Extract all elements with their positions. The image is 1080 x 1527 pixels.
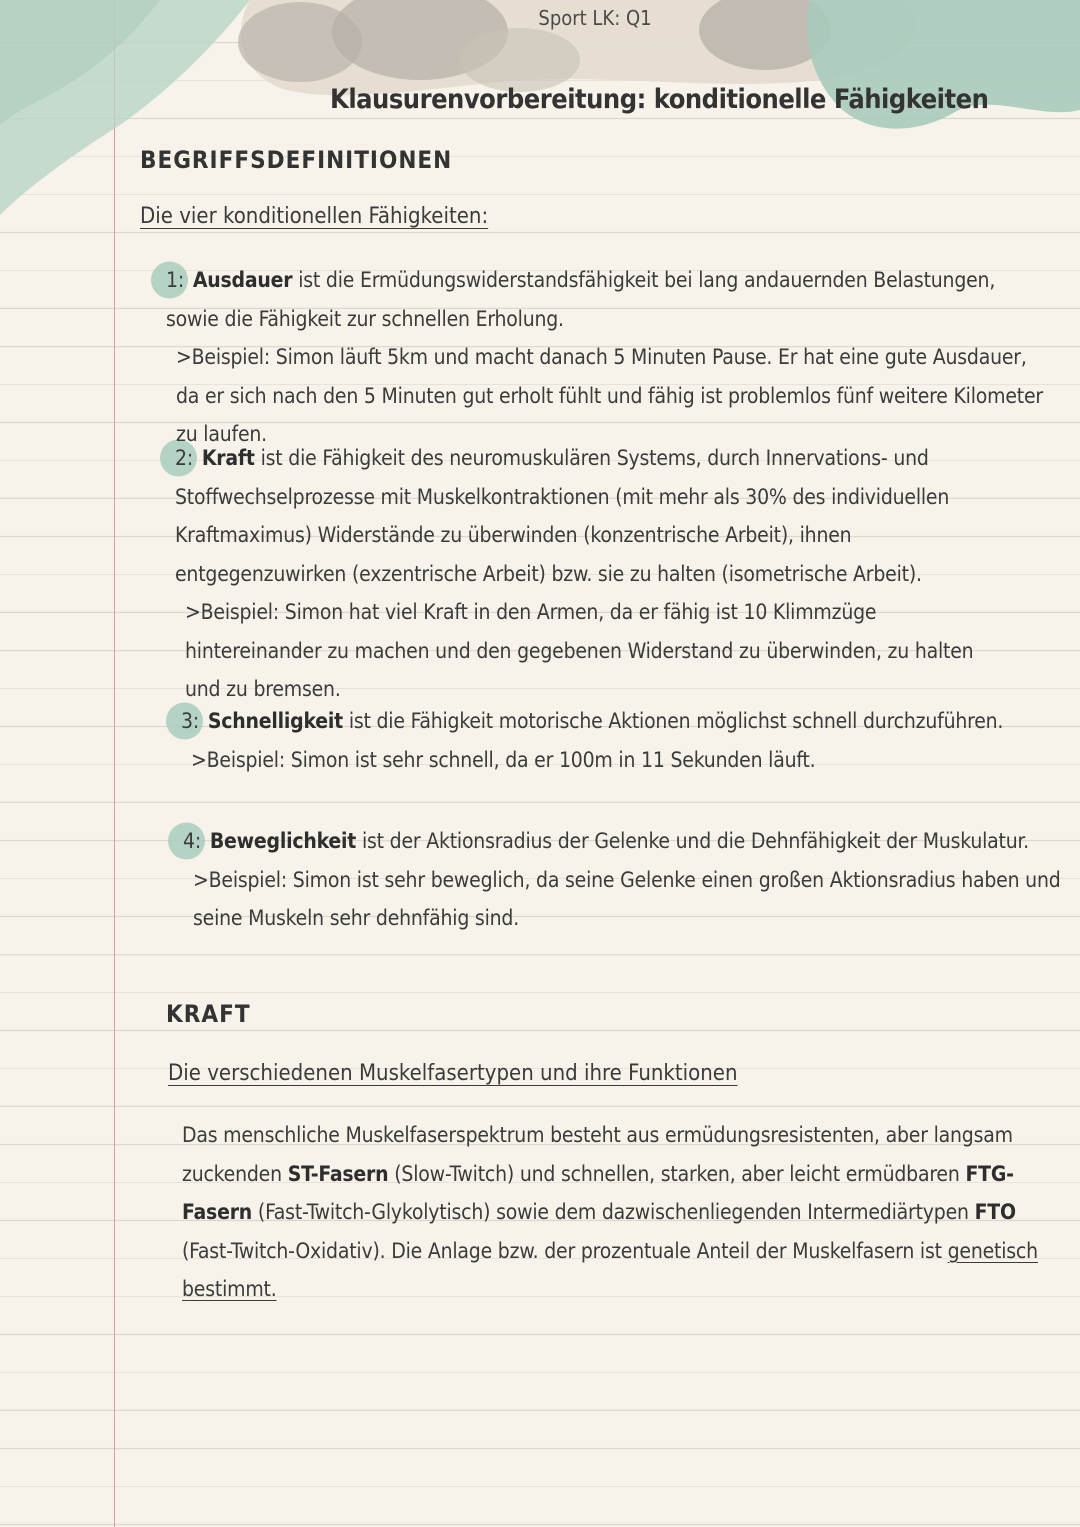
definition-text: ist die Ermüdungswiderstandsfähigkeit bei lang andauernden Belastungen, sowie die Fähigkeit zur schnellen Erholung. — [166, 268, 996, 331]
paragraph-text: (Slow-Twitch) und schnellen, starken, aber leicht ermüdbaren — [394, 1161, 960, 1186]
course-header: Sport LK: Q1 — [538, 6, 652, 30]
definition-item-beweglichkeit — [183, 822, 1063, 938]
term: Kraft — [201, 446, 255, 470]
section-subheading-definitions: Die vier konditionellen Fähigkeiten: — [140, 204, 489, 229]
muscle-fiber-paragraph — [182, 1116, 1047, 1309]
term: Beweglichkeit — [209, 829, 357, 853]
number-badge: 1: — [166, 261, 187, 300]
definition-item-ausdauer — [166, 261, 1046, 454]
section-heading-kraft: KRAFT — [166, 1000, 251, 1028]
paragraph-text: (Fast-Twitch-Glykolytisch) sowie dem dazwischenliegenden Intermediärtypen — [257, 1200, 969, 1224]
page-title: Klausurenvorbereitung: konditionelle Fähigkeiten — [330, 84, 989, 115]
term-ftg-fasern: FTG-Fasern — [182, 1161, 1014, 1224]
example-text: >Beispiel: Simon hat viel Kraft in den Armen, da er fähig ist 10 Klimmzüge hintereinander zu machen und den gegebenen Widerstand zu überwinden, zu halten und zu bremsen. — [185, 600, 974, 701]
number-badge: 3: — [181, 702, 202, 741]
term-fto: FTO — [974, 1200, 1016, 1224]
paragraph-text: Das menschliche Muskelfaserspektrum besteht aus ermüdungsresistenten, aber langsam zuckenden — [182, 1123, 1013, 1186]
example-text: >Beispiel: Simon läuft 5km und macht danach 5 Minuten Pause. Er hat eine gute Ausdauer, da er sich nach den 5 Minuten gut erholt fühlt und fähig ist problemlos fünf weitere Kilometer zu laufen. — [176, 345, 1043, 446]
definition-text: ist der Aktionsradius der Gelenke und die Dehnfähigkeit der Muskulatur. — [361, 829, 1029, 853]
grey-blob-3 — [460, 28, 580, 92]
section-subheading-muskelfasern: Die verschiedenen Muskelfasertypen und ihre Funktionen — [168, 1061, 738, 1086]
definition-text: ist die Fähigkeit motorische Aktionen möglichst schnell durchzuführen. — [348, 709, 1004, 733]
example-text: >Beispiel: Simon ist sehr beweglich, da seine Gelenke einen großen Aktionsradius haben und seine Muskeln sehr dehnfähig sind. — [193, 867, 1061, 930]
number-badge: 2: — [175, 439, 196, 478]
watercolor-decoration — [0, 0, 1080, 230]
example-text: >Beispiel: Simon ist sehr schnell, da er 100m in 11 Sekunden läuft. — [191, 747, 816, 772]
definition-item-schnelligkeit — [181, 702, 1041, 779]
underlined-text: genetisch bestimmt. — [182, 1238, 1038, 1301]
term: Ausdauer — [192, 268, 293, 292]
paragraph-text: (Fast-Twitch-Oxidativ). Die Anlage bzw. der prozentuale Anteil der Muskelfasern ist — [182, 1238, 942, 1263]
number-badge: 4: — [183, 822, 204, 861]
term: Schnelligkeit — [207, 709, 343, 733]
definition-text: ist die Fähigkeit des neuromuskulären Systems, durch Innervations- und Stoffwechselprozesse mit Muskelkontraktionen (mit mehr als 30% des individuellen Kraftmaximus) Widerstände zu überwinden (konzentrische Arbeit), ihnen entgegenzuwirken (exzentrische Arbeit) bzw. sie zu halten (isometrische Arbeit). — [175, 446, 950, 586]
term-st-fasern: ST-Fasern — [287, 1161, 389, 1186]
definition-item-kraft — [175, 439, 1010, 709]
section-heading-definitions: BEGRIFFSDEFINITIONEN — [140, 146, 453, 174]
